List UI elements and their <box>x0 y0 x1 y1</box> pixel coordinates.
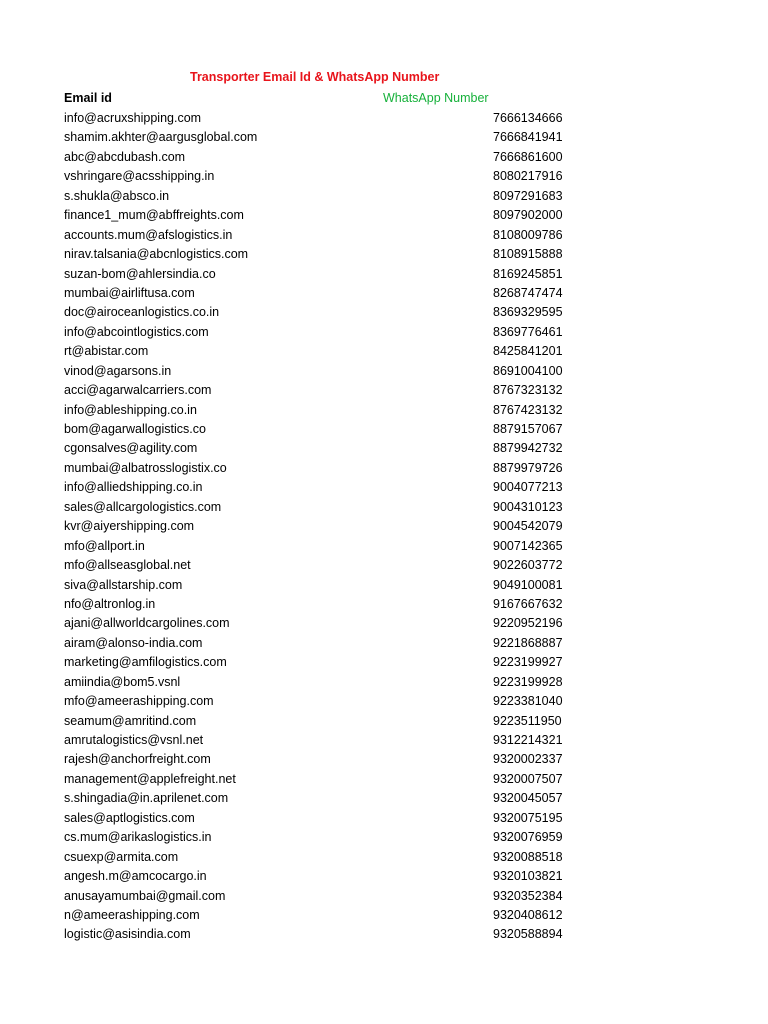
table-row <box>0 828 768 847</box>
whatsapp-number-cell: 9320076959 <box>493 830 563 845</box>
table-row <box>0 517 768 536</box>
table-row <box>0 401 768 420</box>
whatsapp-number-cell: 9220952196 <box>493 616 563 631</box>
table-row <box>0 576 768 595</box>
email-cell: accounts.mum@afslogistics.in <box>64 227 233 242</box>
table-row <box>0 342 768 361</box>
whatsapp-number-cell: 8879942732 <box>493 441 563 456</box>
whatsapp-number-cell: 8879979726 <box>493 460 563 475</box>
table-row <box>0 303 768 322</box>
email-cell: airam@alonso-india.com <box>64 635 203 650</box>
whatsapp-number-cell: 9320408612 <box>493 907 563 922</box>
whatsapp-number-cell: 8691004100 <box>493 363 563 378</box>
whatsapp-number-cell: 8879157067 <box>493 422 563 436</box>
table-row <box>0 206 768 225</box>
email-cell: anusayamumbai@gmail.com <box>64 888 226 903</box>
whatsapp-number-cell: 9022603772 <box>493 558 563 573</box>
table-row <box>0 789 768 808</box>
email-cell: s.shukla@absco.in <box>64 188 170 203</box>
email-cell: mumbai@albatrosslogistix.co <box>64 460 227 475</box>
whatsapp-number-cell: 7666861600 <box>493 149 563 164</box>
document-title: Transporter Email Id & WhatsApp Number <box>190 70 440 84</box>
email-cell: vshringare@acsshipping.in <box>64 169 215 184</box>
email-cell: vinod@agarsons.in <box>64 363 172 378</box>
whatsapp-number-cell: 8097902000 <box>493 208 563 223</box>
table-row <box>0 673 768 692</box>
email-cell: ajani@allworldcargolines.com <box>64 616 230 631</box>
table-row <box>0 459 768 478</box>
table-row <box>0 109 768 128</box>
table-row <box>0 770 768 789</box>
email-cell: abc@abcdubash.com <box>64 149 186 164</box>
whatsapp-number-cell: 8108009786 <box>493 227 563 242</box>
email-cell: management@applefreight.net <box>64 771 236 786</box>
whatsapp-number-cell: 7666134666 <box>493 111 563 125</box>
table-row <box>0 556 768 575</box>
table-row <box>0 381 768 400</box>
table-row <box>0 128 768 147</box>
email-cell: info@alliedshipping.co.in <box>64 480 203 495</box>
email-cell: mfo@ameerashipping.com <box>64 694 214 709</box>
whatsapp-number-cell: 9049100081 <box>493 577 563 592</box>
email-cell: kvr@aiyershipping.com <box>64 519 195 534</box>
table-row <box>0 323 768 342</box>
table-row <box>0 167 768 186</box>
email-cell: logistic@asisindia.com <box>64 927 191 942</box>
whatsapp-number-cell: 7666841941 <box>493 130 563 145</box>
whatsapp-number-cell: 9320088518 <box>493 849 563 864</box>
whatsapp-number-cell: 9007142365 <box>493 538 563 553</box>
email-cell: info@acruxshipping.com <box>64 111 202 125</box>
table-row <box>0 148 768 167</box>
email-cell: mfo@allport.in <box>64 538 145 553</box>
table-row <box>0 187 768 206</box>
whatsapp-number-cell: 8767423132 <box>493 402 563 417</box>
whatsapp-number-cell: 9167667632 <box>493 596 563 611</box>
whatsapp-number-cell: 9320103821 <box>493 869 563 884</box>
table-row <box>0 692 768 711</box>
whatsapp-column-header: WhatsApp Number <box>383 91 489 105</box>
table-row <box>0 712 768 731</box>
table-row <box>0 887 768 906</box>
whatsapp-number-cell: 8080217916 <box>493 169 563 184</box>
table-row <box>0 750 768 769</box>
email-cell: doc@airoceanlogistics.co.in <box>64 305 220 320</box>
whatsapp-number-cell: 8425841201 <box>493 344 563 359</box>
whatsapp-number-cell: 9004542079 <box>493 519 563 534</box>
email-cell: s.shingadia@in.aprilenet.com <box>64 791 229 806</box>
whatsapp-number-cell: 9223381040 <box>493 694 563 709</box>
email-cell: acci@agarwalcarriers.com <box>64 383 212 398</box>
table-row <box>0 634 768 653</box>
email-cell: amiindia@bom5.vsnl <box>64 674 181 689</box>
email-cell: siva@allstarship.com <box>64 577 183 592</box>
email-cell: n@ameerashipping.com <box>64 907 200 922</box>
table-row <box>0 614 768 633</box>
whatsapp-number-cell: 9320352384 <box>493 888 563 903</box>
whatsapp-number-cell: 9320007507 <box>493 771 563 786</box>
email-cell: marketing@amfilogistics.com <box>64 655 227 670</box>
whatsapp-number-cell: 8169245851 <box>493 266 563 281</box>
table-row <box>0 284 768 303</box>
whatsapp-number-cell: 9223199928 <box>493 674 563 689</box>
whatsapp-number-cell: 8369776461 <box>493 324 563 339</box>
whatsapp-number-cell: 9223199927 <box>493 655 563 670</box>
email-cell: bom@agarwallogistics.co <box>64 422 206 436</box>
email-cell: rajesh@anchorfreight.com <box>64 752 211 767</box>
whatsapp-number-cell: 9221868887 <box>493 635 563 650</box>
email-cell: nirav.talsania@abcnlogistics.com <box>64 247 249 262</box>
whatsapp-number-cell: 9312214321 <box>493 733 563 747</box>
email-cell: amrutalogistics@vsnl.net <box>64 733 204 747</box>
table-row <box>0 420 768 439</box>
table-row <box>0 925 768 944</box>
email-cell: sales@aptlogistics.com <box>64 810 195 825</box>
email-cell: info@abcointlogistics.com <box>64 324 209 339</box>
email-cell: mfo@allseasglobal.net <box>64 558 191 573</box>
table-row <box>0 478 768 497</box>
email-cell: angesh.m@amcocargo.in <box>64 869 207 884</box>
whatsapp-number-cell: 9320045057 <box>493 791 563 806</box>
email-cell: csuexp@armita.com <box>64 849 179 864</box>
email-cell: sales@allcargologistics.com <box>64 499 222 514</box>
table-row <box>0 245 768 264</box>
email-cell: finance1_mum@abffreights.com <box>64 208 244 223</box>
email-column-header: Email id <box>64 91 112 105</box>
table-row <box>0 498 768 517</box>
table-row <box>0 731 768 750</box>
email-cell: mumbai@airliftusa.com <box>64 285 195 300</box>
email-cell: nfo@altronlog.in <box>64 596 156 611</box>
email-cell: seamum@amritind.com <box>64 713 197 728</box>
email-cell: suzan-bom@ahlersindia.co <box>64 266 216 281</box>
table-row <box>0 653 768 672</box>
column-header-row <box>0 91 768 109</box>
whatsapp-number-cell: 8108915888 <box>493 247 563 262</box>
whatsapp-number-cell: 8268747474 <box>493 285 563 300</box>
email-cell: cgonsalves@agility.com <box>64 441 198 456</box>
whatsapp-number-cell: 8097291683 <box>493 188 563 203</box>
email-cell: shamim.akhter@aargusglobal.com <box>64 130 258 145</box>
whatsapp-number-cell: 9320075195 <box>493 810 563 825</box>
whatsapp-number-cell: 9004077213 <box>493 480 563 495</box>
whatsapp-number-cell: 9320588894 <box>493 927 563 942</box>
whatsapp-number-cell: 9004310123 <box>493 499 563 514</box>
table-row <box>0 226 768 245</box>
table-row <box>0 809 768 828</box>
table-row <box>0 906 768 925</box>
table-row <box>0 867 768 886</box>
whatsapp-number-cell: 8767323132 <box>493 383 563 398</box>
table-row <box>0 265 768 284</box>
table-row <box>0 362 768 381</box>
table-row <box>0 439 768 458</box>
email-cell: info@ableshipping.co.in <box>64 402 197 417</box>
whatsapp-number-cell: 8369329595 <box>493 305 563 320</box>
contact-list <box>0 109 768 945</box>
whatsapp-number-cell: 9223511950 <box>493 713 562 728</box>
email-cell: rt@abistar.com <box>64 344 149 359</box>
email-cell: cs.mum@arikaslogistics.in <box>64 830 212 845</box>
whatsapp-number-cell: 9320002337 <box>493 752 563 767</box>
table-row <box>0 537 768 556</box>
table-row <box>0 848 768 867</box>
table-row <box>0 595 768 614</box>
